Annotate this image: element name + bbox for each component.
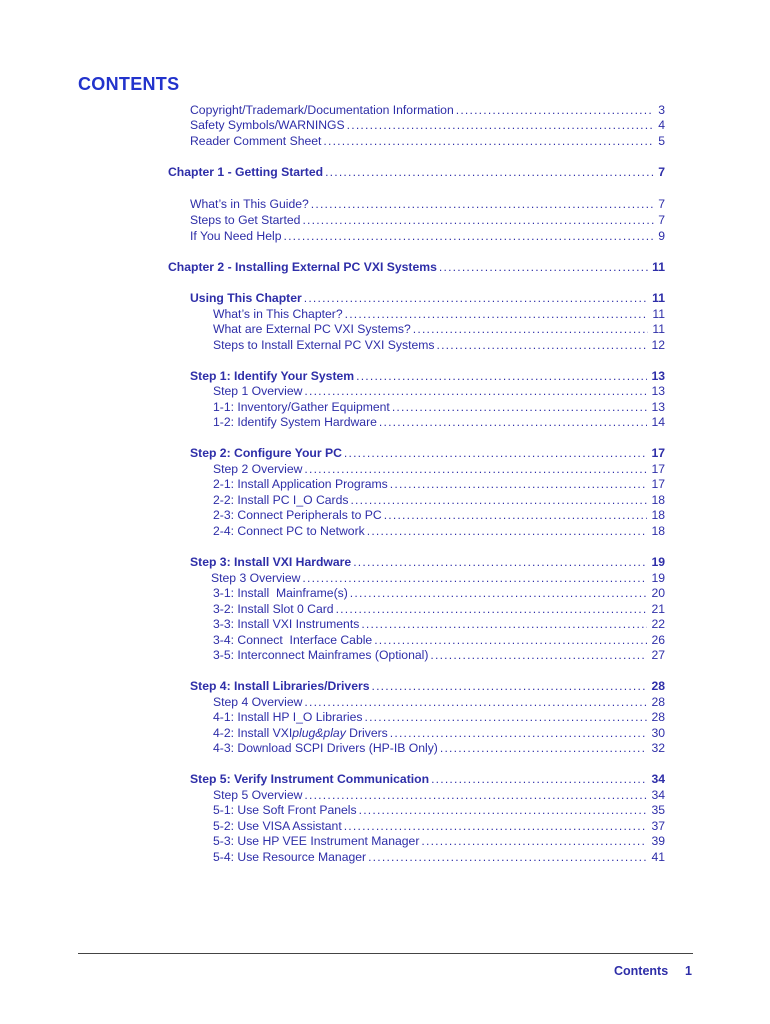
toc-entry-title: 3-4: Connect Interface Cable bbox=[213, 633, 373, 647]
toc-entry-page: 19 bbox=[651, 571, 665, 585]
toc-entry-title: 2-3: Connect Peripherals to PC bbox=[213, 508, 382, 522]
dot-leader bbox=[421, 834, 647, 848]
toc-entry[interactable] bbox=[213, 384, 665, 398]
dot-leader bbox=[361, 617, 647, 631]
toc-entry-title: 3-3: Install VXI Instruments bbox=[213, 617, 360, 631]
page-title: CONTENTS bbox=[78, 74, 180, 94]
toc-entry[interactable] bbox=[213, 415, 665, 429]
toc-entry-title-part: 4-2: Install VXI bbox=[213, 726, 293, 740]
toc-entry-page: 18 bbox=[651, 524, 665, 538]
toc-section-entry[interactable] bbox=[190, 772, 665, 786]
toc-entry-page: 13 bbox=[651, 369, 665, 383]
toc-entry[interactable] bbox=[190, 197, 665, 211]
toc-entry-page: 39 bbox=[651, 834, 665, 848]
dot-leader bbox=[431, 772, 647, 786]
dot-leader bbox=[302, 213, 654, 227]
dot-leader bbox=[353, 555, 647, 569]
toc-entry[interactable] bbox=[211, 571, 665, 585]
dot-leader bbox=[325, 165, 654, 179]
toc-entry[interactable] bbox=[213, 648, 665, 662]
dot-leader bbox=[430, 648, 647, 662]
toc-entry-title: 2-2: Install PC I_O Cards bbox=[213, 493, 349, 507]
toc-entry-title: Steps to Install External PC VXI Systems bbox=[213, 338, 435, 352]
dot-leader bbox=[456, 103, 654, 117]
footer-divider bbox=[78, 953, 693, 954]
dot-leader bbox=[384, 508, 648, 522]
toc-entry-page: 21 bbox=[651, 602, 665, 616]
dot-leader bbox=[304, 695, 647, 709]
dot-leader bbox=[344, 446, 648, 460]
toc-entry[interactable] bbox=[213, 850, 665, 864]
toc-entry[interactable] bbox=[213, 602, 665, 616]
dot-leader bbox=[344, 819, 648, 833]
dot-leader bbox=[311, 197, 654, 211]
toc-entry-page: 19 bbox=[651, 555, 665, 569]
dot-leader bbox=[367, 524, 648, 538]
toc-entry-title: 2-1: Install Application Programs bbox=[213, 477, 388, 491]
toc-entry-page: 37 bbox=[651, 819, 665, 833]
toc-entry-title: 1-1: Inventory/Gather Equipment bbox=[213, 400, 390, 414]
toc-entry[interactable] bbox=[213, 617, 665, 631]
toc-entry-page: 32 bbox=[651, 741, 665, 755]
toc-entry-title: What are External PC VXI Systems? bbox=[213, 322, 411, 336]
dot-leader bbox=[347, 118, 655, 132]
toc-entry-page: 34 bbox=[651, 788, 665, 802]
toc-entry[interactable] bbox=[190, 229, 665, 243]
toc-entry[interactable] bbox=[190, 213, 665, 227]
dot-leader bbox=[359, 803, 648, 817]
toc-entry[interactable] bbox=[213, 477, 665, 491]
toc-entry[interactable] bbox=[213, 524, 665, 538]
toc-entry[interactable] bbox=[213, 741, 665, 755]
toc-entry-title: Step 3 Overview bbox=[211, 571, 301, 585]
toc-entry-page: 22 bbox=[651, 617, 665, 631]
toc-entry-title: 3-2: Install Slot 0 Card bbox=[213, 602, 334, 616]
toc-entry-title: Using This Chapter bbox=[190, 291, 302, 305]
toc-entry-title: Safety Symbols/WARNINGS bbox=[190, 118, 345, 132]
dot-leader bbox=[350, 586, 648, 600]
toc-entry-page: 7 bbox=[658, 197, 665, 211]
dot-leader bbox=[304, 462, 647, 476]
toc-entry-page: 3 bbox=[658, 103, 665, 117]
toc-entry-title: 4-3: Download SCPI Drivers (HP-IB Only) bbox=[213, 741, 438, 755]
toc-entry-page: 17 bbox=[651, 477, 665, 491]
toc-section-entry[interactable] bbox=[190, 291, 665, 305]
toc-entry-title: Copyright/Trademark/Documentation Information bbox=[190, 103, 454, 117]
dot-leader bbox=[413, 322, 649, 336]
toc-entry-page: 35 bbox=[651, 803, 665, 817]
toc-entry[interactable] bbox=[213, 726, 665, 740]
dot-leader bbox=[323, 134, 654, 148]
toc-entry-page: 5 bbox=[658, 134, 665, 148]
toc-entry-title: 1-2: Identify System Hardware bbox=[213, 415, 377, 429]
toc-entry-page: 18 bbox=[651, 493, 665, 507]
toc-entry[interactable] bbox=[213, 586, 665, 600]
toc-entry-page: 11 bbox=[652, 307, 665, 321]
toc-entry-title: 4-1: Install HP I_O Libraries bbox=[213, 710, 363, 724]
dot-leader bbox=[368, 850, 647, 864]
toc-entry[interactable] bbox=[213, 508, 665, 522]
dot-leader bbox=[356, 369, 647, 383]
toc-entry-title: 2-4: Connect PC to Network bbox=[213, 524, 365, 538]
toc-entry-page: 28 bbox=[651, 679, 665, 693]
toc-entry-page: 20 bbox=[651, 586, 665, 600]
dot-leader bbox=[372, 679, 648, 693]
toc-entry-title: 5-2: Use VISA Assistant bbox=[213, 819, 342, 833]
toc-entry[interactable] bbox=[213, 493, 665, 507]
toc-entry[interactable] bbox=[213, 462, 665, 476]
toc-entry-page: 27 bbox=[651, 648, 665, 662]
toc-entry-title-part: Drivers bbox=[345, 726, 388, 740]
toc-entry-title: Steps to Get Started bbox=[190, 213, 301, 227]
toc-entry-title: Step 1 Overview bbox=[213, 384, 303, 398]
toc-entry-title: Step 5: Verify Instrument Communication bbox=[190, 772, 430, 786]
toc-entry-title: 3-5: Interconnect Mainframes (Optional) bbox=[213, 648, 429, 662]
toc-entry-page: 7 bbox=[658, 165, 665, 179]
toc-entry-page: 4 bbox=[658, 118, 665, 132]
toc-entry-page: 7 bbox=[658, 213, 665, 227]
toc-entry-title: Step 3: Install VXI Hardware bbox=[190, 555, 352, 569]
toc-entry[interactable] bbox=[190, 103, 665, 117]
toc-entry-title: Step 2 Overview bbox=[213, 462, 303, 476]
footer-page-number: 1 bbox=[685, 964, 692, 978]
toc-entry-title: Reader Comment Sheet bbox=[190, 134, 322, 148]
toc-entry-title: 3-1: Install Mainframe(s) bbox=[213, 586, 348, 600]
dot-leader bbox=[302, 571, 647, 585]
dot-leader bbox=[364, 710, 647, 724]
toc-entry-page: 11 bbox=[652, 322, 665, 336]
toc-entry-page: 18 bbox=[651, 508, 665, 522]
toc-entry-page: 34 bbox=[651, 772, 665, 786]
toc-entry-page: 12 bbox=[651, 338, 665, 352]
toc-entry[interactable] bbox=[213, 834, 665, 848]
toc-entry[interactable] bbox=[213, 710, 665, 724]
toc-entry-title: If You Need Help bbox=[190, 229, 282, 243]
toc-entry-page: 28 bbox=[651, 695, 665, 709]
toc-entry-page: 17 bbox=[651, 446, 665, 460]
toc-entry-page: 17 bbox=[651, 462, 665, 476]
toc-entry[interactable] bbox=[213, 322, 665, 336]
dot-leader bbox=[345, 307, 649, 321]
dot-leader bbox=[374, 633, 647, 647]
dot-leader bbox=[304, 384, 647, 398]
toc-entry[interactable] bbox=[213, 633, 665, 647]
toc-chapter-entry[interactable] bbox=[168, 165, 665, 179]
toc-entry-title: 5-3: Use HP VEE Instrument Manager bbox=[213, 834, 420, 848]
dot-leader bbox=[437, 338, 648, 352]
dot-leader bbox=[350, 493, 647, 507]
toc-entry-title: Chapter 1 - Getting Started bbox=[168, 165, 324, 179]
toc-entry[interactable] bbox=[190, 134, 665, 148]
dot-leader bbox=[304, 291, 648, 305]
toc-entry-page: 26 bbox=[651, 633, 665, 647]
toc-entry-title bbox=[213, 726, 388, 740]
toc-entry-title: Step 1: Identify Your System bbox=[190, 369, 355, 383]
toc-entry-title: Step 5 Overview bbox=[213, 788, 303, 802]
toc-entry-page: 13 bbox=[651, 400, 665, 414]
toc-entry-title: Step 2: Configure Your PC bbox=[190, 446, 342, 460]
dot-leader bbox=[283, 229, 654, 243]
toc-entry[interactable] bbox=[213, 400, 665, 414]
dot-leader bbox=[304, 788, 647, 802]
dot-leader bbox=[336, 602, 648, 616]
toc-section-entry[interactable] bbox=[190, 369, 665, 383]
toc-entry[interactable] bbox=[213, 819, 665, 833]
toc-entry-page: 11 bbox=[652, 260, 665, 274]
toc-entry-title: What’s in This Guide? bbox=[190, 197, 309, 211]
toc-entry[interactable] bbox=[213, 695, 665, 709]
dot-leader bbox=[439, 260, 648, 274]
dot-leader bbox=[440, 741, 648, 755]
toc-entry-title-italic: plug&play bbox=[292, 726, 346, 740]
toc-entry-title: Step 4: Install Libraries/Drivers bbox=[190, 679, 370, 693]
toc-entry-title: 5-1: Use Soft Front Panels bbox=[213, 803, 357, 817]
toc-entry[interactable] bbox=[190, 118, 665, 132]
toc-entry-page: 13 bbox=[651, 384, 665, 398]
dot-leader bbox=[379, 415, 648, 429]
toc-entry-title: Step 4 Overview bbox=[213, 695, 303, 709]
toc-section-entry[interactable] bbox=[190, 446, 665, 460]
toc-section-entry[interactable] bbox=[190, 555, 665, 569]
toc-entry-title: What’s in This Chapter? bbox=[213, 307, 343, 321]
toc-entry[interactable] bbox=[213, 803, 665, 817]
toc-entry[interactable] bbox=[213, 338, 665, 352]
toc-chapter-entry[interactable] bbox=[168, 260, 665, 274]
toc-entry-title: Chapter 2 - Installing External PC VXI Systems bbox=[168, 260, 437, 274]
toc-entry-page: 14 bbox=[651, 415, 665, 429]
toc-entry-page: 30 bbox=[651, 726, 665, 740]
toc-entry[interactable] bbox=[213, 307, 665, 321]
dot-leader bbox=[390, 477, 648, 491]
toc-entry-title: 5-4: Use Resource Manager bbox=[213, 850, 367, 864]
toc-entry-page: 28 bbox=[651, 710, 665, 724]
footer-label: Contents bbox=[614, 964, 669, 978]
toc-entry-page: 11 bbox=[652, 291, 665, 305]
toc-entry-page: 41 bbox=[651, 850, 665, 864]
toc-entry[interactable] bbox=[213, 788, 665, 802]
dot-leader bbox=[392, 400, 648, 414]
toc-entry-page: 9 bbox=[658, 229, 665, 243]
toc-section-entry[interactable] bbox=[190, 679, 665, 693]
dot-leader bbox=[390, 726, 648, 740]
